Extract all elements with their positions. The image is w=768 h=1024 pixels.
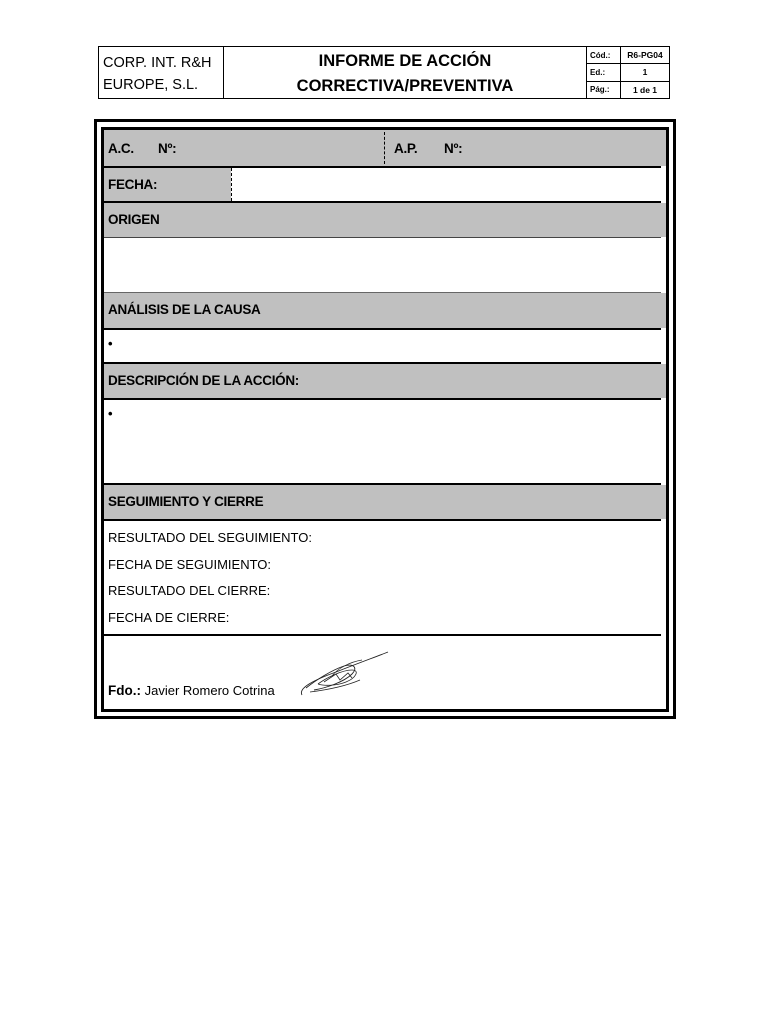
divider (104, 328, 661, 330)
signature-name: Javier Romero Cotrina (144, 683, 275, 698)
descripcion-label: DESCRIPCIÓN DE LA ACCIÓN: (108, 373, 300, 388)
form-frame (94, 119, 676, 719)
divider (104, 398, 661, 400)
ac-ap-divider (384, 132, 385, 164)
divider (104, 634, 661, 636)
ac-ap-row (104, 130, 666, 166)
origen-label: ORIGEN (108, 212, 160, 227)
company-name (99, 47, 224, 98)
title-line-1: INFORME DE ACCIÓN (318, 52, 492, 70)
seguimiento-label: SEGUIMIENTO Y CIERRE (108, 494, 264, 509)
divider (104, 237, 661, 238)
meta-value: R6-PG04 (627, 50, 663, 61)
document-meta-table (587, 47, 669, 98)
company-line-1: CORP. INT. R&H (103, 55, 212, 71)
meta-key: Pág.: (587, 82, 621, 98)
signature-line (108, 683, 275, 698)
ac-number-label: Nº: (158, 141, 177, 156)
analisis-label: ANÁLISIS DE LA CAUSA (108, 302, 261, 317)
document-title (224, 47, 587, 98)
origen-header (104, 203, 666, 237)
form-body (101, 127, 669, 712)
meta-key: Cód.: (587, 47, 621, 63)
fecha-cierre-label: FECHA DE CIERRE: (108, 610, 230, 625)
resultado-seguimiento-label: RESULTADO DEL SEGUIMIENTO: (108, 530, 312, 545)
fecha-label[interactable]: FECHA: (108, 177, 158, 192)
meta-value: 1 (642, 67, 648, 78)
divider (104, 519, 661, 521)
resultado-cierre-label: RESULTADO DEL CIERRE: (108, 583, 271, 598)
fecha-divider (231, 168, 232, 201)
signature-label: Fdo.: (108, 683, 141, 698)
ap-number-label: Nº: (444, 141, 463, 156)
descripcion-bullet: • (108, 406, 113, 421)
fecha-seguimiento-label: FECHA DE SEGUIMIENTO: (108, 557, 272, 572)
ac-label: A.C. (108, 141, 134, 156)
handwritten-signature (296, 640, 396, 702)
title-line-2: CORRECTIVA/PREVENTIVA (296, 77, 514, 95)
ap-label: A.P. (394, 141, 418, 156)
meta-row-edition (587, 64, 669, 81)
analisis-bullet: • (108, 336, 113, 351)
document-header (98, 46, 670, 99)
meta-row-code (587, 47, 669, 64)
meta-key: Ed.: (587, 64, 621, 80)
meta-row-page (587, 82, 669, 98)
meta-value: 1 de 1 (632, 84, 658, 95)
company-line-2: EUROPE, S.L. (103, 77, 199, 93)
